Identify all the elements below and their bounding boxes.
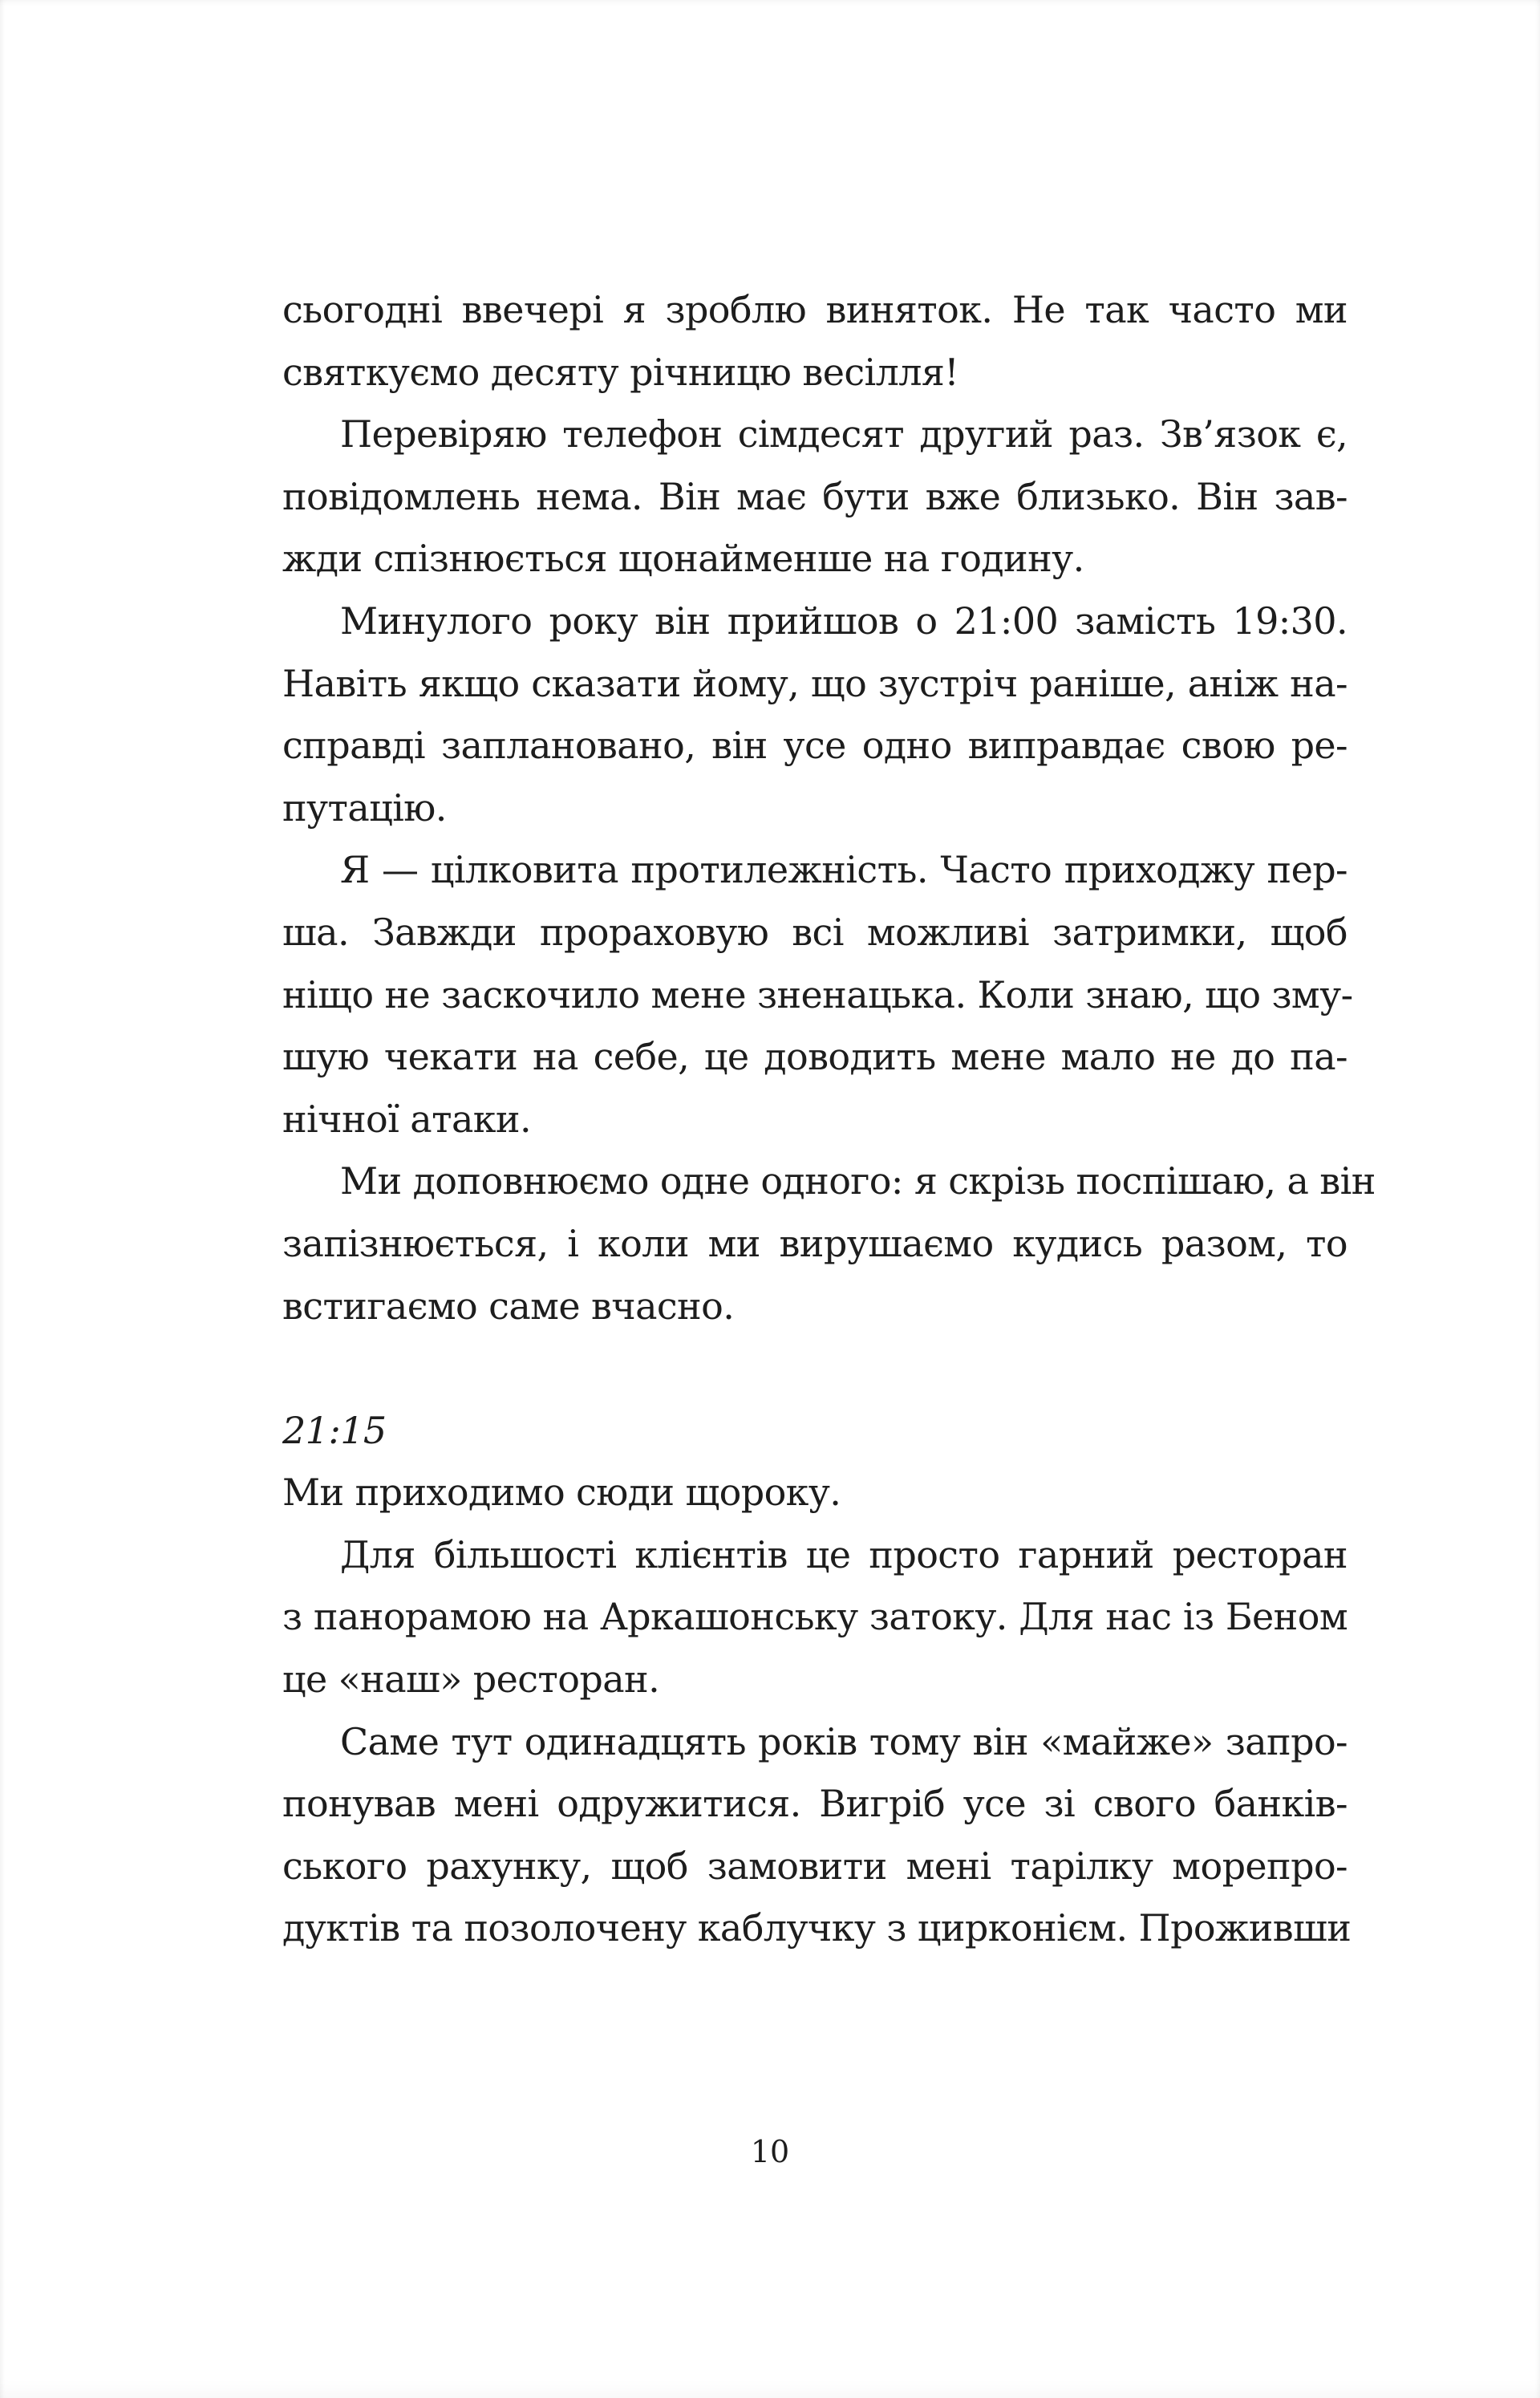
text-line: це «наш» ресторан. bbox=[282, 1658, 660, 1702]
text-line: ського рахунку, щоб замовити мені тарілку морепро- bbox=[282, 1844, 1348, 1888]
text-line: ша. Завжди прораховую всі можливі затримки, щоб bbox=[282, 910, 1348, 954]
paragraph-first-line: Я — цілковита протилежність. Часто приходжу пер- bbox=[340, 848, 1348, 892]
paragraph-first-line: Саме тут одинадцять років тому він «майже» запро- bbox=[340, 1719, 1348, 1763]
text-line: ніщо не заскочило мене зненацька. Коли знаю, що зму- bbox=[282, 972, 1353, 1016]
section-timestamp: 21:15 bbox=[282, 1408, 387, 1452]
text-line: встигаємо саме вчасно. bbox=[282, 1284, 735, 1328]
page-body-text bbox=[282, 279, 1376, 1960]
text-line: запізнюється, і коли ми вирушаємо кудись разом, то bbox=[282, 1221, 1348, 1265]
text-line: понував мені одружитися. Вигріб усе зі свого банків- bbox=[282, 1782, 1348, 1826]
text-line: Навіть якщо сказати йому, що зустріч раніше, аніж на- bbox=[282, 661, 1348, 705]
text-line: жди спізнюється щонайменше на годину. bbox=[282, 537, 1084, 581]
paragraph-first-line: Для більшості клієнтів це просто гарний ресторан bbox=[340, 1532, 1348, 1576]
text-line: шую чекати на себе, це доводить мене мало не до па- bbox=[282, 1035, 1348, 1079]
text-line: путацію. bbox=[282, 785, 447, 830]
text-line: справді заплановано, він усе одно виправдає свою ре- bbox=[282, 724, 1348, 768]
text-line: повідомлень нема. Він має бути вже близько. Він зав- bbox=[282, 474, 1348, 518]
text-line: святкуємо десяту річницю весілля! bbox=[282, 350, 959, 394]
text-line: нічної атаки. bbox=[282, 1097, 531, 1141]
section-break bbox=[282, 1337, 1348, 1400]
page-number: 10 bbox=[750, 2134, 790, 2169]
paragraph-first-line: Перевіряю телефон сімдесят другий раз. Зв’язок є, bbox=[340, 412, 1348, 456]
paragraph-first-line: Ми доповнюємо одне одного: я скрізь поспішаю, а він bbox=[340, 1159, 1376, 1203]
text-line: з панорамою на Аркашонську затоку. Для нас із Беном bbox=[282, 1595, 1348, 1639]
text-line: сьогодні ввечері я зроблю виняток. Не так часто ми bbox=[282, 288, 1348, 331]
paragraph-first-line: Минулого року він прийшов о 21:00 замість 19:30. bbox=[340, 598, 1348, 643]
text-line: дуктів та позолочену каблучку з цирконієм. Проживши bbox=[282, 1906, 1352, 1950]
text-line: Ми приходимо сюди щороку. bbox=[282, 1471, 841, 1515]
